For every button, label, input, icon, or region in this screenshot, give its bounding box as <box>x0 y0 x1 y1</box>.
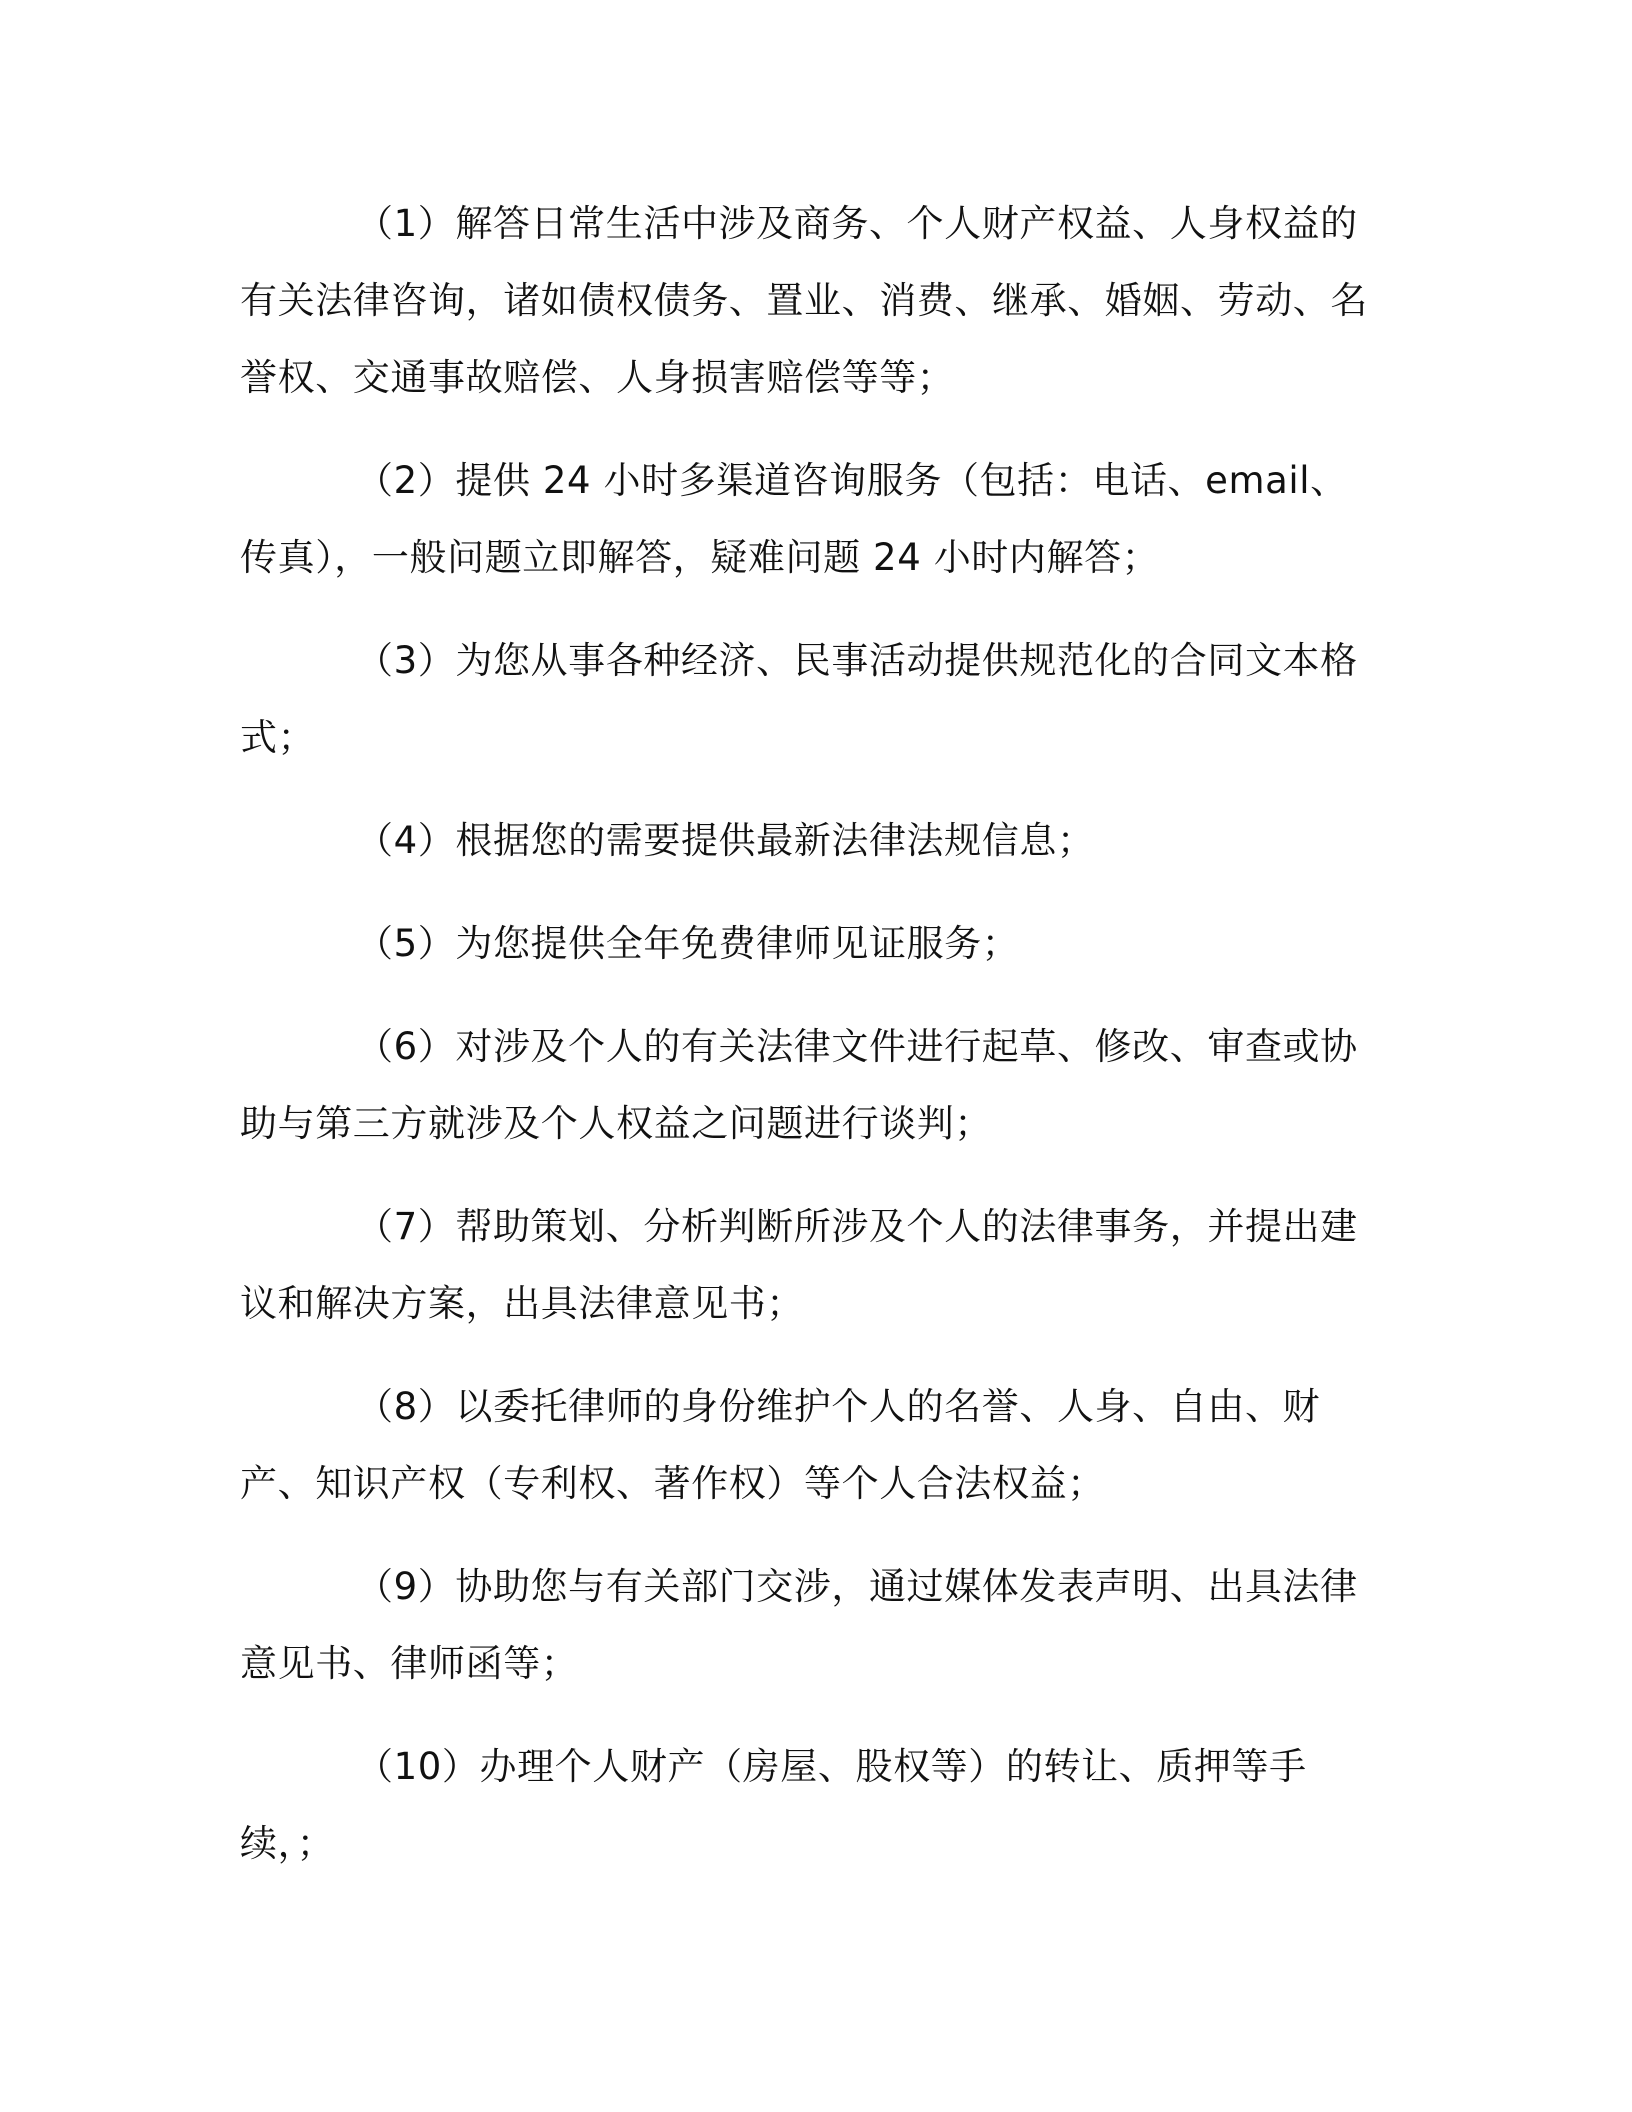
document-body <box>240 185 1380 1908</box>
paragraph-5: （5）为您提供全年免费律师见证服务； <box>356 922 1020 965</box>
paragraph-1: （1）解答日常生活中涉及商务、个人财产权益、人身权益的有关法律咨询，诸如债权债务、置业、消费、继承、婚姻、劳动、名誉权、交通事故赔偿、人身损害赔偿等等； <box>240 202 1368 399</box>
paragraph-2: （2）提供 24 小时多渠道咨询服务（包括：电话、email、传真），一般问题立即解答，疑难问题 24 小时内解答； <box>240 459 1348 579</box>
paragraph-10: （10）办理个人财产（房屋、股权等）的转让、质押等手续，； <box>240 1745 1307 1865</box>
paragraph-6: （6）对涉及个人的有关法律文件进行起草、修改、审查或协助与第三方就涉及个人权益之问题进行谈判； <box>240 1025 1358 1145</box>
paragraph-7: （7）帮助策划、分析判断所涉及个人的法律事务，并提出建议和解决方案，出具法律意见书； <box>240 1205 1358 1325</box>
paragraph-8: （8）以委托律师的身份维护个人的名誉、人身、自由、财产、知识产权（专利权、著作权）等个人合法权益； <box>240 1385 1321 1505</box>
paragraph-4: （4）根据您的需要提供最新法律法规信息； <box>356 819 1095 862</box>
paragraph-3: （3）为您从事各种经济、民事活动提供规范化的合同文本格式； <box>240 639 1358 759</box>
paragraph-9: （9）协助您与有关部门交涉，通过媒体发表声明、出具法律意见书、律师函等； <box>240 1565 1358 1685</box>
